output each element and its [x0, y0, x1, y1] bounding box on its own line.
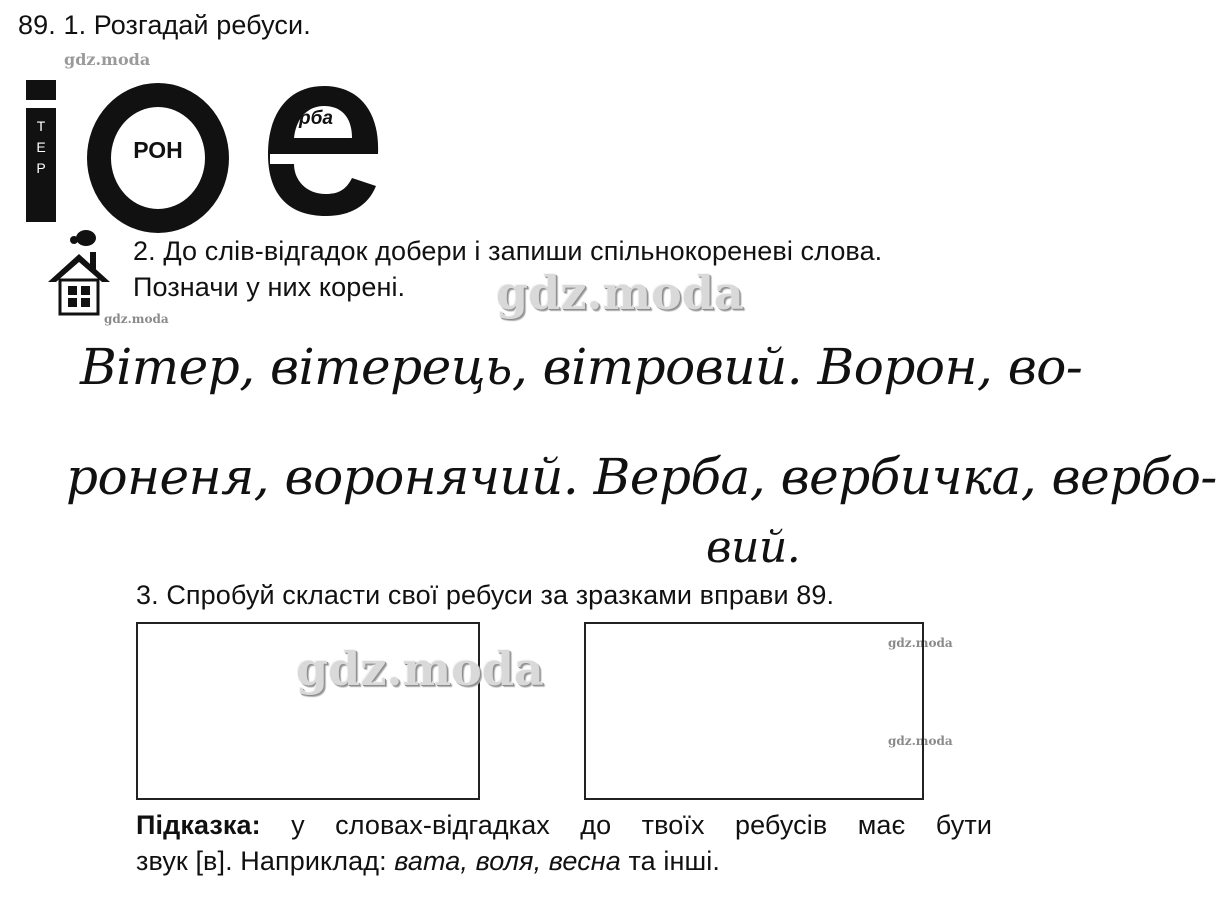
watermark-small: gdz.moda — [64, 50, 151, 69]
hint-text: у словах-відгадках до твоїх ребусів має бути — [260, 810, 992, 840]
watermark-small: gdz.moda — [888, 734, 953, 748]
rebus-image — [24, 62, 404, 232]
rebus-draw-box-2[interactable] — [584, 622, 924, 800]
exercise-header — [18, 10, 311, 41]
letter-e — [248, 68, 398, 228]
bar-letters — [26, 116, 56, 179]
hint-text-end: та інші. — [620, 846, 720, 876]
watermark-small: gdz.moda — [888, 636, 953, 650]
bar-letter: Т — [36, 118, 46, 134]
watermark-large: gdz.moda — [296, 642, 544, 696]
answer-line-3: вий. — [706, 522, 801, 573]
watermark-large: gdz.moda — [496, 266, 744, 320]
task2-line2: Позначи у них корені. — [133, 272, 406, 302]
letter-i-dot — [26, 80, 56, 100]
hint-text-start: звук [в]. Наприклад: — [136, 846, 395, 876]
answer-line-1: Вітер, вітерець, вітровий. Ворон, во- — [80, 338, 1083, 396]
bar-letter: Е — [36, 139, 46, 155]
hint-line-2 — [136, 846, 720, 877]
task1-text: 1. Розгадай ребуси. — [63, 10, 311, 40]
exercise-number: 89. — [18, 10, 56, 40]
bar-letter: Р — [36, 160, 46, 176]
e-inner-text: рба — [299, 108, 333, 129]
hint-examples: вата, воля, весна — [394, 846, 621, 876]
hint-label: Підказка: — [136, 810, 261, 840]
watermark-small: gdz.moda — [104, 312, 169, 326]
hint-line-1 — [136, 810, 992, 841]
o-inner-text: РОН — [133, 137, 183, 163]
home-icon — [44, 228, 114, 318]
task2-line1: 2. До слів-відгадок добери і запиши спільнокореневі слова. — [133, 236, 883, 266]
task3-text: 3. Спробуй скласти свої ребуси за зразками вправи 89. — [136, 580, 835, 610]
answer-line-2: роненя, воронячий. Верба, вербичка, вербо- — [66, 448, 1217, 506]
